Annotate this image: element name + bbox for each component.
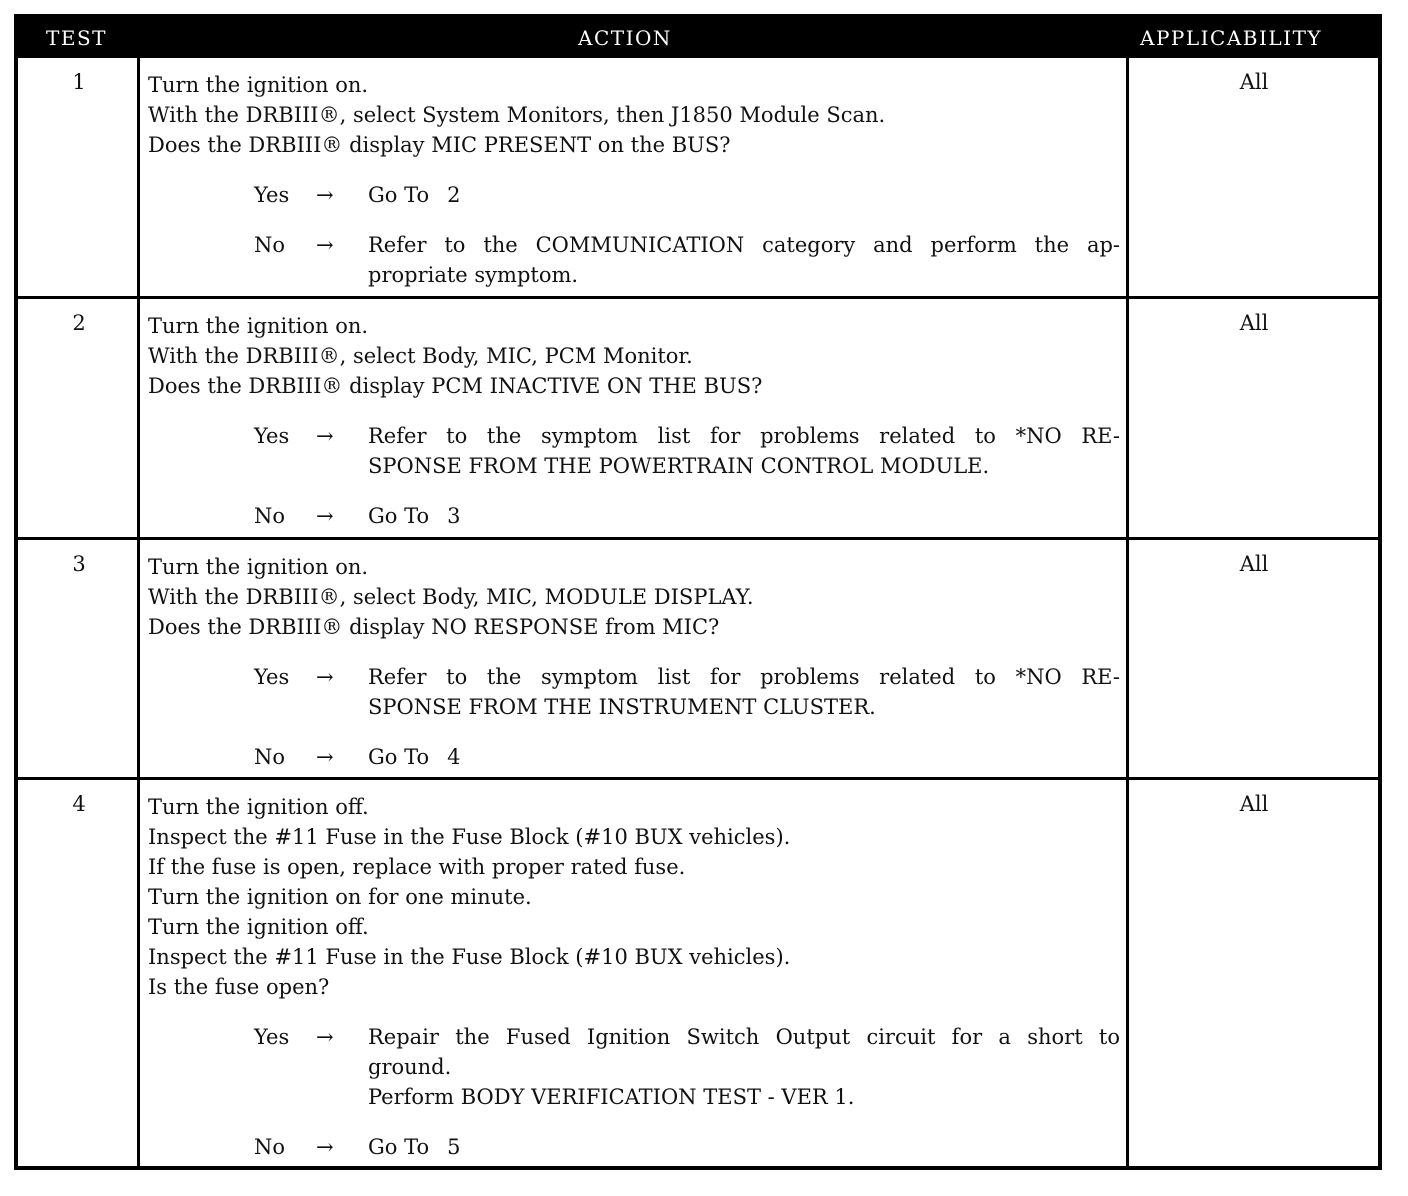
arrow-icon: → [316,424,334,448]
test-number: 4 [72,792,86,816]
no-label: No [254,745,286,769]
result-text: SPONSE FROM THE POWERTRAIN CONTROL MODULE. [368,454,990,478]
action-cell [148,70,1120,290]
arrow-icon: → [316,1135,334,1159]
step-text: With the DRBIII®, select Body, MIC, PCM Monitor. [148,344,693,368]
yes-branch [148,180,1120,210]
goto-text: Go To [368,504,430,528]
table-row [18,780,1378,1166]
yes-label: Yes [254,1025,290,1049]
step-text: Inspect the #11 Fuse in the Fuse Block (#10 BUX vehicles). [148,825,791,849]
step-text: Turn the ignition on. [148,73,369,97]
step-text: Is the fuse open? [148,975,330,999]
header-action: ACTION [578,26,672,50]
step-text: Turn the ignition on. [148,314,369,338]
step-text: Turn the ignition on for one minute. [148,885,532,909]
action-cell [148,311,1120,531]
test-number: 3 [72,552,86,576]
step-text: Turn the ignition on. [148,555,369,579]
step-text: Turn the ignition off. [148,795,369,819]
result-text: SPONSE FROM THE INSTRUMENT CLUSTER. [368,695,876,719]
yes-label: Yes [254,665,290,689]
header-applicability: APPLICABILITY [1140,26,1323,50]
yes-branch [148,1022,1120,1112]
goto-number: 5 [447,1135,461,1159]
step-text: Inspect the #11 Fuse in the Fuse Block (#10 BUX vehicles). [148,945,791,969]
arrow-icon: → [316,1025,334,1049]
arrow-icon: → [316,183,334,207]
step-text: With the DRBIII®, select System Monitors, then J1850 Module Scan. [148,103,886,127]
yes-branch [148,662,1120,722]
step-text: Does the DRBIII® display MIC PRESENT on the BUS? [148,133,731,157]
table-header [18,18,1378,58]
applicability-value: All [1239,70,1269,94]
arrow-icon: → [316,665,334,689]
step-text: With the DRBIII®, select Body, MIC, MODULE DISPLAY. [148,585,754,609]
result-text: propriate symptom. [368,263,579,287]
no-branch [148,742,1120,772]
result-text: Refer to the symptom list for problems related to *NO RE- [368,665,1120,689]
table-row [18,540,1378,777]
arrow-icon: → [316,233,334,257]
step-text: Does the DRBIII® display PCM INACTIVE ON THE BUS? [148,374,763,398]
no-label: No [254,233,286,257]
table-row [18,299,1378,537]
goto-number: 2 [447,183,461,207]
table-row [18,58,1378,296]
arrow-icon: → [316,745,334,769]
result-text: Perform BODY VERIFICATION TEST - VER 1. [368,1085,855,1109]
header-test: TEST [46,26,107,50]
no-branch [148,230,1120,290]
no-label: No [254,504,286,528]
applicability-value: All [1239,311,1269,335]
result-text: Repair the Fused Ignition Switch Output circuit for a short to [368,1025,1120,1049]
test-number: 1 [72,70,86,94]
action-cell [148,792,1120,1162]
goto-text: Go To [368,183,430,207]
arrow-icon: → [316,504,334,528]
step-text: Does the DRBIII® display NO RESPONSE from MIC? [148,615,720,639]
yes-label: Yes [254,183,290,207]
step-text: Turn the ignition off. [148,915,369,939]
applicability-value: All [1239,792,1269,816]
goto-text: Go To [368,745,430,769]
no-branch [148,1132,1120,1162]
result-text: Refer to the COMMUNICATION category and perform the ap- [368,233,1120,257]
applicability-value: All [1239,552,1269,576]
goto-number: 4 [447,745,461,769]
test-number: 2 [72,311,86,335]
step-text: If the fuse is open, replace with proper rated fuse. [148,855,686,879]
goto-text: Go To [368,1135,430,1159]
no-label: No [254,1135,286,1159]
result-text: Refer to the symptom list for problems related to *NO RE- [368,424,1120,448]
diagnostic-table [14,14,1382,1170]
yes-branch [148,421,1120,481]
result-text: ground. [368,1055,452,1079]
no-branch [148,501,1120,531]
yes-label: Yes [254,424,290,448]
goto-number: 3 [447,504,461,528]
action-cell [148,552,1120,772]
